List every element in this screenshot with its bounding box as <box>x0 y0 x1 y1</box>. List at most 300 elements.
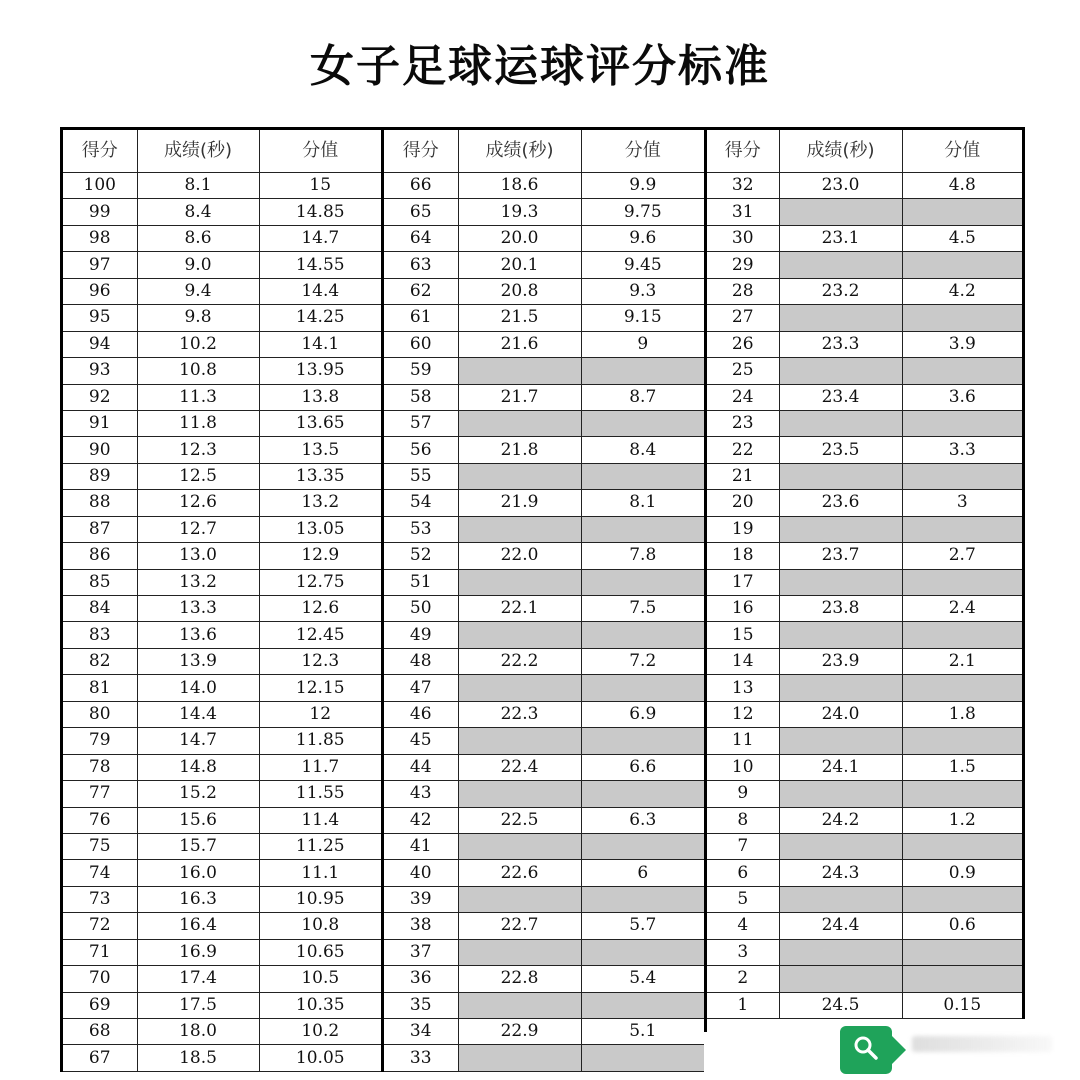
cell-points: 14.7 <box>259 225 381 251</box>
cell-time: 16.3 <box>137 886 259 912</box>
table-row <box>63 410 381 436</box>
cell-score: 45 <box>384 728 458 754</box>
cell-time: 14.0 <box>137 675 259 701</box>
cell-score: 30 <box>707 225 779 251</box>
cell-points: 8.7 <box>581 384 704 410</box>
cell-time <box>779 516 902 542</box>
table-row <box>384 569 704 595</box>
cell-time: 9.8 <box>137 305 259 331</box>
cell-score: 38 <box>384 913 458 939</box>
cell-score: 60 <box>384 331 458 357</box>
cell-points: 11.1 <box>259 860 381 886</box>
table-row <box>384 516 704 542</box>
cell-score: 81 <box>63 675 137 701</box>
table-row <box>384 833 704 859</box>
cell-points: 10.65 <box>259 939 381 965</box>
cell-score: 9 <box>707 781 779 807</box>
table-row <box>63 490 381 516</box>
cell-score: 16 <box>707 596 779 622</box>
header-row <box>707 130 1022 173</box>
cell-score: 72 <box>63 913 137 939</box>
table-row <box>63 728 381 754</box>
table-row <box>707 199 1022 225</box>
cell-score: 75 <box>63 833 137 859</box>
cell-score: 70 <box>63 966 137 992</box>
table-row <box>707 966 1022 992</box>
cell-score: 89 <box>63 463 137 489</box>
cell-time: 22.6 <box>458 860 581 886</box>
table-row <box>384 331 704 357</box>
table-row <box>63 437 381 463</box>
table-row <box>63 173 381 199</box>
cell-time: 15.7 <box>137 833 259 859</box>
cell-score: 65 <box>384 199 458 225</box>
cell-points: 13.2 <box>259 490 381 516</box>
cell-points <box>902 305 1022 331</box>
cell-time: 12.7 <box>137 516 259 542</box>
cell-time <box>458 992 581 1018</box>
cell-score: 97 <box>63 252 137 278</box>
cell-points: 2.7 <box>902 543 1022 569</box>
header-row <box>384 130 704 173</box>
cell-points <box>902 675 1022 701</box>
cell-score: 14 <box>707 648 779 674</box>
table-row <box>384 358 704 384</box>
cell-time: 22.5 <box>458 807 581 833</box>
table-row <box>707 728 1022 754</box>
table-row <box>384 728 704 754</box>
cell-score: 100 <box>63 173 137 199</box>
cell-score: 42 <box>384 807 458 833</box>
table-row <box>384 463 704 489</box>
table-row <box>384 966 704 992</box>
table-row <box>63 278 381 304</box>
table-row <box>63 516 381 542</box>
cell-points: 11.85 <box>259 728 381 754</box>
cell-score: 53 <box>384 516 458 542</box>
cell-score: 80 <box>63 701 137 727</box>
cell-score: 64 <box>384 225 458 251</box>
cell-time: 9.0 <box>137 252 259 278</box>
cell-time: 20.8 <box>458 278 581 304</box>
cell-points: 7.8 <box>581 543 704 569</box>
table-row <box>384 675 704 701</box>
cell-time: 8.1 <box>137 173 259 199</box>
cell-points: 13.95 <box>259 358 381 384</box>
cell-time <box>458 939 581 965</box>
cell-points: 0.15 <box>902 992 1022 1018</box>
score-table <box>63 130 381 1072</box>
cell-time <box>779 252 902 278</box>
cell-time <box>779 358 902 384</box>
cell-time <box>458 358 581 384</box>
cell-points: 10.35 <box>259 992 381 1018</box>
cell-time <box>779 569 902 595</box>
cell-points <box>902 410 1022 436</box>
cell-time: 23.2 <box>779 278 902 304</box>
cell-points <box>581 781 704 807</box>
table-row <box>384 939 704 965</box>
cell-time: 15.2 <box>137 781 259 807</box>
cell-time: 23.4 <box>779 384 902 410</box>
table-row <box>384 860 704 886</box>
cell-time <box>458 728 581 754</box>
cell-time: 24.0 <box>779 701 902 727</box>
cell-points: 7.5 <box>581 596 704 622</box>
cell-score: 3 <box>707 939 779 965</box>
cell-points <box>581 622 704 648</box>
cell-score: 49 <box>384 622 458 648</box>
cell-score: 93 <box>63 358 137 384</box>
cell-time: 23.1 <box>779 225 902 251</box>
table-row <box>707 516 1022 542</box>
search-icon <box>852 1034 880 1066</box>
table-row <box>707 886 1022 912</box>
cell-score: 36 <box>384 966 458 992</box>
cell-points: 3.9 <box>902 331 1022 357</box>
table-row <box>63 781 381 807</box>
cell-time <box>458 1045 581 1071</box>
cell-points <box>902 199 1022 225</box>
cell-time: 20.0 <box>458 225 581 251</box>
cell-points <box>581 410 704 436</box>
table-row <box>384 225 704 251</box>
cell-time: 20.1 <box>458 252 581 278</box>
cell-time: 14.7 <box>137 728 259 754</box>
cell-score: 63 <box>384 252 458 278</box>
cell-points: 12 <box>259 701 381 727</box>
cell-score: 34 <box>384 1019 458 1045</box>
cell-points <box>581 516 704 542</box>
cell-score: 28 <box>707 278 779 304</box>
cell-score: 19 <box>707 516 779 542</box>
table-row <box>707 278 1022 304</box>
table-row <box>63 305 381 331</box>
table-row <box>384 754 704 780</box>
cell-time: 13.3 <box>137 596 259 622</box>
cell-points: 13.5 <box>259 437 381 463</box>
cell-points: 9.9 <box>581 173 704 199</box>
table-row <box>384 622 704 648</box>
table-row <box>63 569 381 595</box>
cell-points <box>581 1045 704 1071</box>
cell-time: 13.6 <box>137 622 259 648</box>
cell-points: 13.35 <box>259 463 381 489</box>
table-row <box>384 648 704 674</box>
score-table <box>384 130 704 1072</box>
table-row <box>384 437 704 463</box>
cell-points: 12.3 <box>259 648 381 674</box>
cell-score: 17 <box>707 569 779 595</box>
cell-time: 9.4 <box>137 278 259 304</box>
cell-points: 11.25 <box>259 833 381 859</box>
cell-time: 23.7 <box>779 543 902 569</box>
cell-score: 88 <box>63 490 137 516</box>
cell-time: 22.3 <box>458 701 581 727</box>
table-row <box>384 701 704 727</box>
cell-points: 14.1 <box>259 331 381 357</box>
cell-score: 6 <box>707 860 779 886</box>
header-time: 成绩(秒) <box>779 130 902 173</box>
cell-points: 9.75 <box>581 199 704 225</box>
cell-time: 21.5 <box>458 305 581 331</box>
cell-points: 12.15 <box>259 675 381 701</box>
cell-score: 51 <box>384 569 458 595</box>
cell-points <box>902 622 1022 648</box>
cell-score: 57 <box>384 410 458 436</box>
cell-time: 8.4 <box>137 199 259 225</box>
cell-score: 26 <box>707 331 779 357</box>
cell-points <box>902 939 1022 965</box>
cell-points <box>581 358 704 384</box>
cell-score: 43 <box>384 781 458 807</box>
cell-time: 14.8 <box>137 754 259 780</box>
cell-score: 55 <box>384 463 458 489</box>
cell-points: 11.4 <box>259 807 381 833</box>
cell-time: 18.0 <box>137 1019 259 1045</box>
cell-time: 22.9 <box>458 1019 581 1045</box>
header-points: 分值 <box>581 130 704 173</box>
table-row <box>384 596 704 622</box>
cell-points: 14.55 <box>259 252 381 278</box>
table-row <box>63 358 381 384</box>
table-row <box>707 675 1022 701</box>
table-row <box>707 543 1022 569</box>
cell-time: 12.5 <box>137 463 259 489</box>
cell-score: 84 <box>63 596 137 622</box>
table-row <box>707 173 1022 199</box>
cell-points: 1.8 <box>902 701 1022 727</box>
cell-score: 73 <box>63 886 137 912</box>
cell-points: 12.75 <box>259 569 381 595</box>
cell-time: 18.5 <box>137 1045 259 1071</box>
table-row <box>707 305 1022 331</box>
cell-points: 12.9 <box>259 543 381 569</box>
table-row <box>63 596 381 622</box>
table-row <box>63 622 381 648</box>
cell-time <box>779 463 902 489</box>
table-row <box>63 701 381 727</box>
cell-time: 24.5 <box>779 992 902 1018</box>
table-row <box>63 199 381 225</box>
cell-score: 85 <box>63 569 137 595</box>
table-row <box>707 701 1022 727</box>
cell-score: 35 <box>384 992 458 1018</box>
cell-score: 56 <box>384 437 458 463</box>
cell-score: 54 <box>384 490 458 516</box>
table-row <box>63 543 381 569</box>
cell-score: 66 <box>384 173 458 199</box>
cell-time: 22.0 <box>458 543 581 569</box>
table-row <box>63 913 381 939</box>
cell-points: 9 <box>581 331 704 357</box>
cell-score: 47 <box>384 675 458 701</box>
cell-points: 13.8 <box>259 384 381 410</box>
table-row <box>707 225 1022 251</box>
cell-time: 11.3 <box>137 384 259 410</box>
table-row <box>63 648 381 674</box>
cell-score: 27 <box>707 305 779 331</box>
table-row <box>707 992 1022 1018</box>
cell-time: 24.1 <box>779 754 902 780</box>
cell-points <box>902 886 1022 912</box>
table-row <box>384 173 704 199</box>
cell-points <box>902 833 1022 859</box>
cell-points: 12.6 <box>259 596 381 622</box>
cell-points: 14.25 <box>259 305 381 331</box>
cell-time: 15.6 <box>137 807 259 833</box>
cell-score: 32 <box>707 173 779 199</box>
cell-score: 78 <box>63 754 137 780</box>
cell-points <box>902 463 1022 489</box>
cell-points: 9.15 <box>581 305 704 331</box>
cell-score: 20 <box>707 490 779 516</box>
cell-time <box>779 199 902 225</box>
cell-score: 99 <box>63 199 137 225</box>
cell-score: 21 <box>707 463 779 489</box>
cell-time: 19.3 <box>458 199 581 225</box>
table-row <box>384 1019 704 1045</box>
cell-score: 69 <box>63 992 137 1018</box>
header-row <box>63 130 381 173</box>
cell-points: 2.1 <box>902 648 1022 674</box>
cell-time <box>458 675 581 701</box>
cell-points: 10.95 <box>259 886 381 912</box>
cell-points <box>581 886 704 912</box>
cell-score: 25 <box>707 358 779 384</box>
cell-time: 24.4 <box>779 913 902 939</box>
table-row <box>63 807 381 833</box>
table-row <box>384 992 704 1018</box>
table-row <box>384 252 704 278</box>
cell-points: 10.8 <box>259 913 381 939</box>
cell-time: 16.4 <box>137 913 259 939</box>
cell-points <box>581 675 704 701</box>
cell-time <box>779 622 902 648</box>
cell-time: 18.6 <box>458 173 581 199</box>
cell-time: 23.9 <box>779 648 902 674</box>
table-row <box>707 807 1022 833</box>
score-table <box>707 130 1022 1019</box>
cell-time <box>779 675 902 701</box>
cell-score: 5 <box>707 886 779 912</box>
cell-points: 9.45 <box>581 252 704 278</box>
cell-time: 24.2 <box>779 807 902 833</box>
cell-score: 22 <box>707 437 779 463</box>
cell-points <box>902 728 1022 754</box>
cell-score: 98 <box>63 225 137 251</box>
cell-points: 14.85 <box>259 199 381 225</box>
table-row <box>707 331 1022 357</box>
table-row <box>707 358 1022 384</box>
cell-points: 6 <box>581 860 704 886</box>
cell-time <box>458 463 581 489</box>
cell-score: 29 <box>707 252 779 278</box>
header-points: 分值 <box>259 130 381 173</box>
table-row <box>63 463 381 489</box>
cell-score: 4 <box>707 913 779 939</box>
cell-points <box>902 252 1022 278</box>
cell-points: 12.45 <box>259 622 381 648</box>
table-row <box>63 675 381 701</box>
cell-score: 24 <box>707 384 779 410</box>
header-time: 成绩(秒) <box>137 130 259 173</box>
cell-time <box>779 305 902 331</box>
cell-time: 23.3 <box>779 331 902 357</box>
table-row <box>707 648 1022 674</box>
table-row <box>63 252 381 278</box>
cell-score: 96 <box>63 278 137 304</box>
table-row <box>707 939 1022 965</box>
cell-points: 9.6 <box>581 225 704 251</box>
cell-time: 22.1 <box>458 596 581 622</box>
cell-score: 23 <box>707 410 779 436</box>
table-row <box>384 199 704 225</box>
cell-score: 76 <box>63 807 137 833</box>
table-row <box>63 833 381 859</box>
cell-points: 4.5 <box>902 225 1022 251</box>
table-row <box>384 1045 704 1071</box>
cell-time: 16.0 <box>137 860 259 886</box>
table-row <box>63 1019 381 1045</box>
cell-points: 4.8 <box>902 173 1022 199</box>
cell-points <box>902 358 1022 384</box>
table-row <box>707 913 1022 939</box>
cell-points: 3.6 <box>902 384 1022 410</box>
search-button[interactable] <box>840 1026 892 1074</box>
table-row <box>63 331 381 357</box>
cell-time <box>458 781 581 807</box>
table-row <box>384 913 704 939</box>
cell-time: 17.4 <box>137 966 259 992</box>
cell-time: 21.7 <box>458 384 581 410</box>
cell-time: 12.6 <box>137 490 259 516</box>
cell-points: 5.1 <box>581 1019 704 1045</box>
table-row <box>707 754 1022 780</box>
score-table-panel-2 <box>381 127 707 1072</box>
cell-points: 6.6 <box>581 754 704 780</box>
cell-time: 10.8 <box>137 358 259 384</box>
cell-score: 13 <box>707 675 779 701</box>
cell-time: 21.8 <box>458 437 581 463</box>
score-table-panel-3 <box>704 127 1025 1019</box>
cell-time: 22.7 <box>458 913 581 939</box>
cell-time <box>458 569 581 595</box>
cell-points: 8.4 <box>581 437 704 463</box>
table-row <box>707 463 1022 489</box>
cell-score: 1 <box>707 992 779 1018</box>
cell-points: 0.9 <box>902 860 1022 886</box>
cell-points: 4.2 <box>902 278 1022 304</box>
cell-points: 0.6 <box>902 913 1022 939</box>
cell-time: 13.9 <box>137 648 259 674</box>
table-row <box>63 754 381 780</box>
cell-time: 12.3 <box>137 437 259 463</box>
table-row <box>707 437 1022 463</box>
cell-time: 11.8 <box>137 410 259 436</box>
cell-score: 33 <box>384 1045 458 1071</box>
table-row <box>707 781 1022 807</box>
cell-time: 22.4 <box>458 754 581 780</box>
cell-time <box>458 886 581 912</box>
table-row <box>384 305 704 331</box>
cell-points: 5.4 <box>581 966 704 992</box>
cell-time: 8.6 <box>137 225 259 251</box>
cell-score: 67 <box>63 1045 137 1071</box>
cell-score: 10 <box>707 754 779 780</box>
cell-points: 10.2 <box>259 1019 381 1045</box>
cell-points: 2.4 <box>902 596 1022 622</box>
